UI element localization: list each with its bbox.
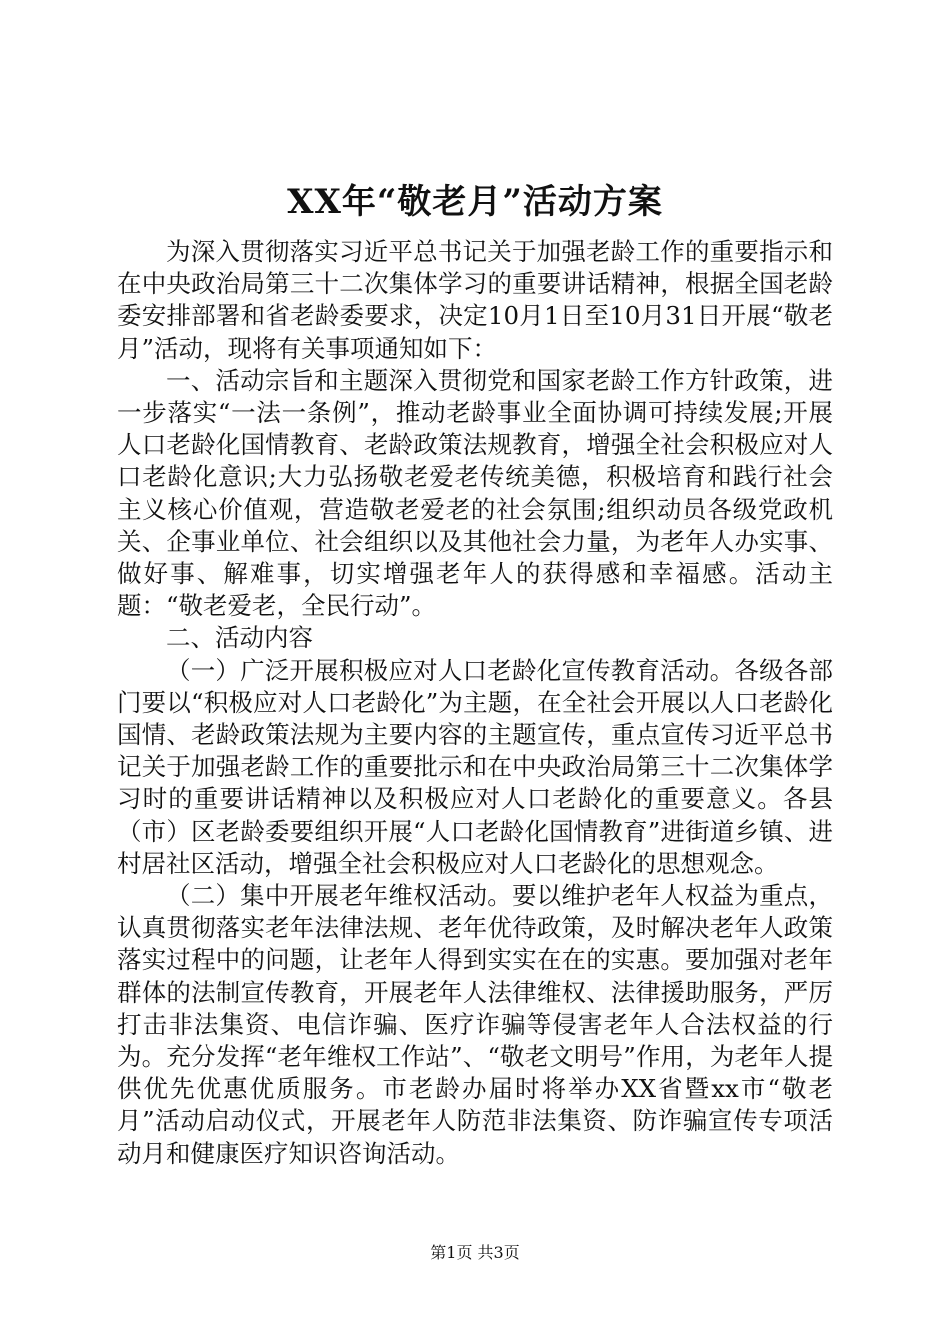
- document-title: XX年“敬老月”活动方案: [287, 182, 663, 222]
- page-number-footer: 第1页 共3页: [430, 1243, 520, 1262]
- subsection-one-paragraph: （一）广泛开展积极应对人口老龄化宣传教育活动。各级各部门要以“积极应对人口老龄化”为主题，在全社会开展以人口老龄化国情、老龄政策法规为主要内容的主题宣传，重点宣传习近平总书记关于加强老龄工作的重要批示和在中央政治局第三十二次集体学习时的重要讲话精神以及积极应对人口老龄化的重要意义。各县（市）区老龄委要组织开展“人口老龄化国情教育”进街道乡镇、进村居社区活动，增强全社会积极应对人口老龄化的思想观念。: [117, 655, 833, 878]
- section-one-paragraph: 一、活动宗旨和主题深入贯彻党和国家老龄工作方针政策，进一步落实“一法一条例”，推动老龄事业全面协调可持续发展;开展人口老龄化国情教育、老龄政策法规教育，增强全社会积极应对人口老龄化意识;大力弘扬敬老爱老传统美德，积极培育和践行社会主义核心价值观，营造敬老爱老的社会氛围;组织动员各级党政机关、企事业单位、社会组织以及其他社会力量，为老年人办实事、做好事、解难事，切实增强老年人的获得感和幸福感。活动主题：“敬老爱老，全民行动”。: [117, 365, 833, 621]
- document-body: [117, 236, 833, 1170]
- intro-paragraph: 为深入贯彻落实习近平总书记关于加强老龄工作的重要指示和在中央政治局第三十二次集体学习的重要讲话精神，根据全国老龄委安排部署和省老龄委要求，决定10月1日至10月31日开展“敬老月”活动，现将有关事项通知如下：: [117, 237, 833, 363]
- section-two-heading: 二、活动内容: [166, 623, 313, 653]
- subsection-two-paragraph: （二）集中开展老年维权活动。要以维护老年人权益为重点，认真贯彻落实老年法律法规、老年优待政策，及时解决老年人政策落实过程中的问题，让老年人得到实实在在的实惠。要加强对老年群体的法制宣传教育，开展老年人法律维权、法律援助服务，严厉打击非法集资、电信诈骗、医疗诈骗等侵害老年人合法权益的行为。充分发挥“老年维权工作站”、“敬老文明号”作用，为老年人提供优先优惠优质服务。市老龄办届时将举办XX省暨xx市“敬老月”活动启动仪式，开展老年人防范非法集资、防诈骗宣传专项活动月和健康医疗知识咨询活动。: [117, 881, 833, 1168]
